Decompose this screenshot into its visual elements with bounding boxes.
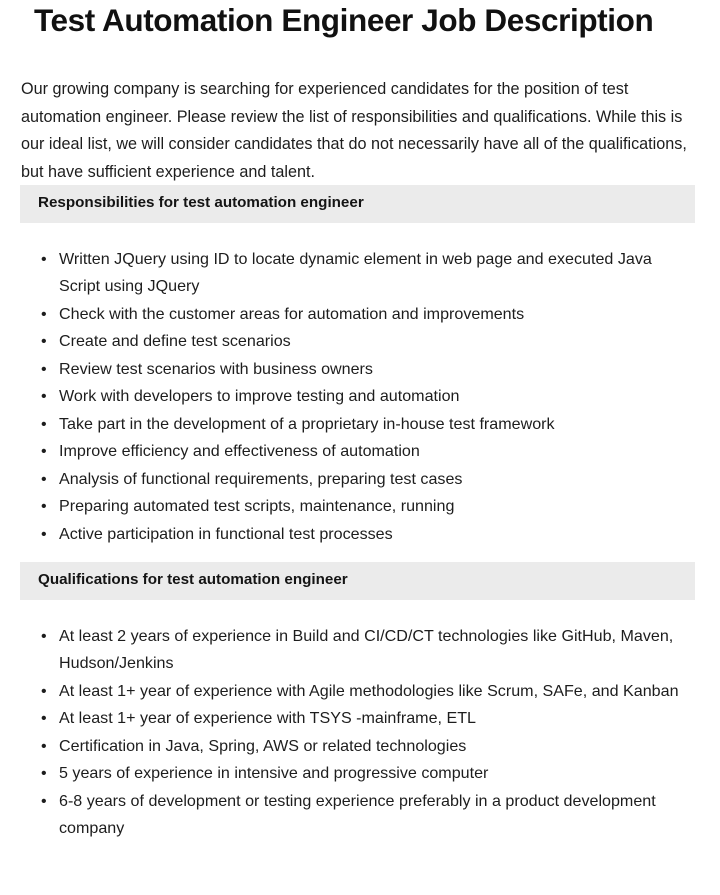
bullet-icon: • — [41, 305, 47, 323]
list-item — [38, 301, 659, 328]
list-item — [38, 760, 679, 787]
list-item — [38, 466, 659, 493]
list-item-text: Preparing automated test scripts, maintenance, running — [59, 497, 455, 515]
bullet-icon: • — [41, 682, 47, 700]
list-item-text: Create and define test scenarios — [59, 332, 291, 350]
intro-paragraph: Our growing company is searching for experienced candidates for the position of test automation engineer. Please review the list of responsibilities and qualifications. While this is our ideal list, we will consider candidates that do not necessarily have all of the qualifications, but have sufficient experience and talent. — [21, 80, 687, 181]
list-item — [38, 733, 679, 760]
bullet-icon: • — [41, 498, 47, 515]
qualifications-list — [38, 623, 698, 842]
list-item — [38, 411, 659, 438]
list-item — [38, 623, 679, 677]
bullet-icon: • — [41, 628, 47, 645]
list-item — [38, 493, 659, 520]
list-item-text: Active participation in functional test processes — [59, 524, 393, 543]
list-item-text: At least 1+ year of experience with Agile methodologies like Scrum, SAFe, and Kanban — [59, 681, 679, 700]
qualifications-heading-label: Qualifications for test automation engineer — [38, 571, 348, 588]
list-item-text: Check with the customer areas for automation and improvements — [59, 304, 525, 323]
list-item — [38, 383, 659, 410]
list-item — [38, 705, 679, 732]
bullet-icon: • — [41, 792, 47, 810]
bullet-icon: • — [41, 737, 47, 755]
bullet-icon: • — [41, 443, 47, 460]
list-item — [38, 246, 659, 300]
list-item — [38, 678, 679, 705]
qualifications-section-header — [20, 562, 695, 600]
bullet-icon: • — [41, 388, 47, 405]
page-title: Test Automation Engineer Job Description — [34, 2, 654, 38]
list-item-text: Certification in Java, Spring, AWS or related technologies — [59, 736, 467, 755]
list-item-text: Written JQuery using ID to locate dynamic element in web page and executed Java Script using JQuery — [59, 250, 652, 295]
responsibilities-section-header — [20, 185, 695, 223]
responsibilities-list — [38, 246, 698, 548]
list-item — [38, 328, 659, 355]
responsibilities-heading-label: Responsibilities for test automation engineer — [38, 194, 364, 211]
bullet-icon: • — [41, 415, 47, 433]
list-item — [38, 438, 659, 465]
list-item-text: Improve efficiency and effectiveness of automation — [59, 442, 420, 460]
list-item-text: 6-8 years of development or testing experience preferably in a product development company — [59, 791, 656, 837]
bullet-icon: • — [41, 333, 47, 350]
list-item-text: At least 1+ year of experience with TSYS -mainframe, ETL — [59, 709, 476, 727]
bullet-icon: • — [41, 765, 47, 782]
bullet-icon: • — [41, 710, 47, 727]
bullet-icon: • — [41, 525, 47, 543]
bullet-icon: • — [41, 360, 47, 378]
bullet-icon: • — [41, 470, 47, 488]
list-item — [38, 788, 679, 842]
list-item-text: Take part in the development of a proprietary in-house test framework — [59, 414, 555, 433]
list-item — [38, 356, 659, 383]
list-item — [38, 521, 659, 548]
list-item-text: At least 2 years of experience in Build and CI/CD/CT technologies like GitHub, Maven, Hudson/Jenkins — [59, 627, 674, 672]
list-item-text: Work with developers to improve testing and automation — [59, 387, 460, 405]
list-item-text: Review test scenarios with business owners — [59, 359, 373, 378]
list-item-text: Analysis of functional requirements, preparing test cases — [59, 469, 463, 488]
list-item-text: 5 years of experience in intensive and progressive computer — [59, 764, 489, 782]
bullet-icon: • — [41, 251, 47, 268]
